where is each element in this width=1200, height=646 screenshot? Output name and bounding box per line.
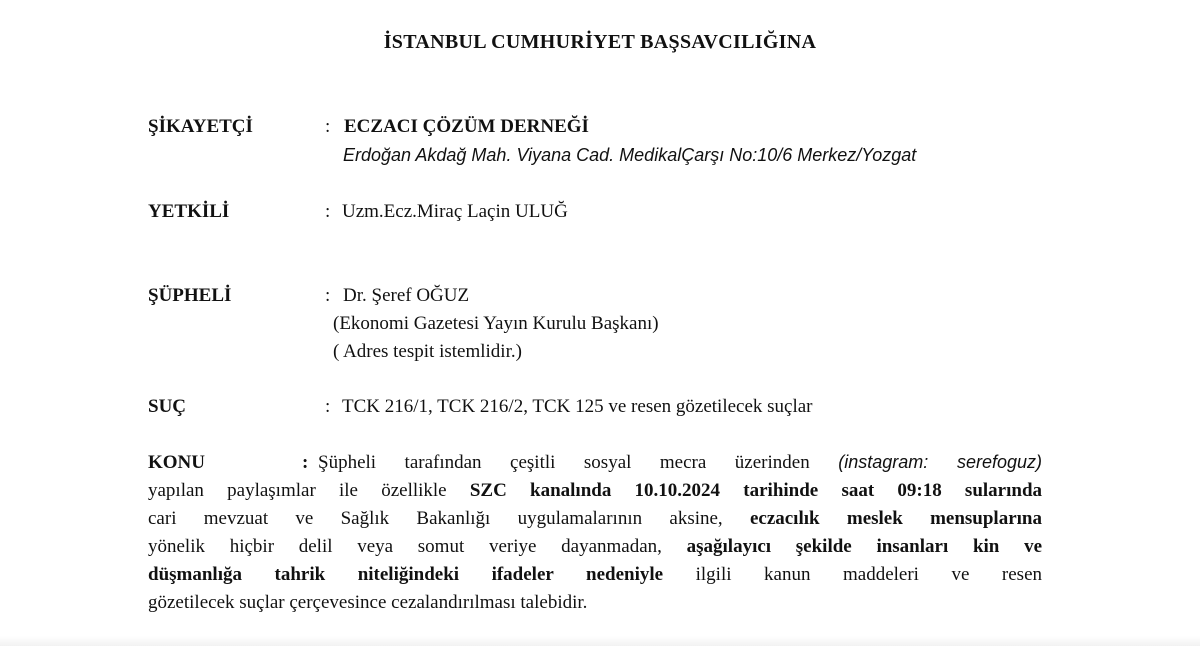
suspect-name: Dr. Şeref OĞUZ (343, 285, 470, 306)
suspect-colon: : (325, 285, 331, 306)
suspect-label: ŞÜPHELİ (148, 285, 232, 306)
subject-instagram-handle: (instagram: serefoguz) (838, 452, 1043, 472)
suspect-address: ( Adres tespit istemlidir.) (333, 341, 522, 362)
subject-line-3 (148, 508, 1042, 530)
document-title: İSTANBUL CUMHURİYET BAŞSAVCILIĞINA (383, 31, 817, 53)
subject-label: KONU (148, 452, 205, 473)
subject-line-4 (148, 536, 1042, 558)
authorized-label: YETKİLİ (148, 201, 230, 222)
crime-label: SUÇ (148, 396, 187, 417)
subject-line-5-text: ilgili kanun maddeleri ve resen (695, 564, 1043, 585)
subject-line-3-bold: eczacılık meslek mensuplarına (749, 508, 1042, 529)
subject-line-1-text: Şüpheli tarafından çeşitli sosyal mecra üzerinden (318, 452, 810, 473)
subject-line-2 (148, 480, 1042, 502)
crime-colon: : (325, 396, 331, 417)
subject-line-4-bold: aşağılayıcı şekilde insanları kin ve (686, 536, 1043, 557)
subject-line-3-text: cari mevzuat ve Sağlık Bakanlığı uygulamalarının aksine, (148, 508, 723, 529)
subject-line-5-bold: düşmanlığa tahrik niteliğindeki ifadeler nedeniyle (148, 564, 664, 585)
authorized-colon: : (325, 201, 331, 222)
subject-line-1 (318, 452, 1042, 474)
subject-colon: : (302, 452, 309, 473)
subject-line-5 (148, 564, 1042, 586)
crime-text: TCK 216/1, TCK 216/2, TCK 125 ve resen gözetilecek suçlar (342, 396, 813, 417)
subject-line-6 (148, 592, 1042, 614)
subject-line-6-text: gözetilecek suçlar çerçevesince cezalandırılması talebidir. (148, 592, 588, 613)
complainant-name: ECZACI ÇÖZÜM DERNEĞİ (344, 116, 589, 137)
complainant-label: ŞİKAYETÇİ (148, 116, 253, 137)
authorized-name: Uzm.Ecz.Miraç Laçin ULUĞ (342, 201, 568, 222)
subject-line-4-text: yönelik hiçbir delil veya somut veriye dayanmadan, (148, 536, 662, 557)
page-bottom-edge (0, 636, 1200, 646)
complainant-address: Erdoğan Akdağ Mah. Viyana Cad. MedikalÇarşı No:10/6 Merkez/Yozgat (343, 145, 917, 165)
suspect-title: (Ekonomi Gazetesi Yayın Kurulu Başkanı) (333, 313, 659, 334)
complainant-colon: : (325, 116, 331, 137)
subject-line-2-text: yapılan paylaşımlar ile özellikle (148, 480, 447, 501)
subject-line-2-bold: SZC kanalında 10.10.2024 tarihinde saat 09:18 sularında (469, 480, 1043, 501)
